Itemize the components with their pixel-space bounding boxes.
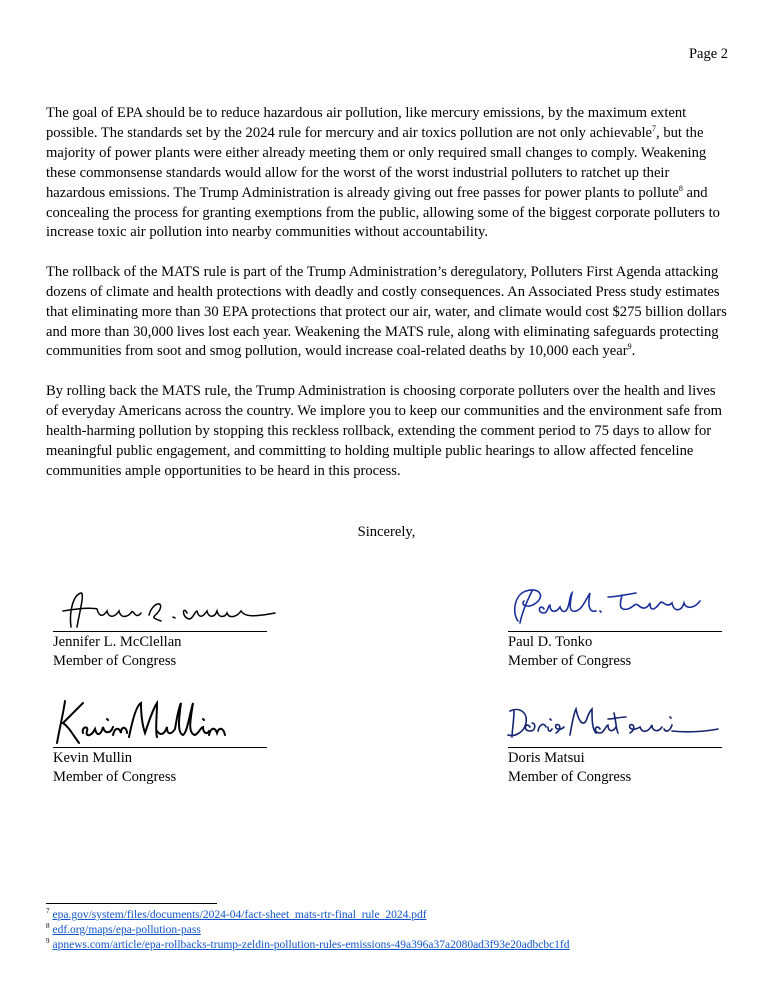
signature-block-matsui (508, 747, 724, 786)
footnote-ref-8: 8 (678, 183, 683, 193)
footnote-rule (46, 903, 217, 904)
footnote-8 (46, 923, 736, 938)
paragraph-3: By rolling back the MATS rule, the Trump Administration is choosing corporate polluters over the health and lives of everyday Americans across the country. We implore you to keep our communities and the environment safe from health-harming pollution by stopping this reckless rollback, extending the comment period to 75 days to allow for meaningful public engagement, and committing to holding multiple public hearings to allow affected fenceline communities ample opportunities to be heard in this process. (46, 382, 723, 479)
paragraph-1-text-b: , but the majority of power plants were either already meeting them or only required small changes to comply. Weakening these commonsense standards would allow for the worst of the worst industrial polluters to ratchet up their hazardous emissions. The Trump Administration is already giving out free passes for power plants to pollute (46, 124, 707, 201)
signature-block-tonko (508, 631, 724, 670)
letter-body (46, 104, 731, 501)
signature-line (53, 747, 267, 748)
signatory-name: Kevin Mullin (53, 750, 133, 766)
footnote-number: 8 (46, 922, 50, 930)
footnote-9-link[interactable]: apnews.com/article/epa-rollbacks-trump-zeldin-pollution-rules-emissions-49a396a37a2080ad3f93e20adbcbc1fd (52, 939, 570, 951)
footnote-8-link[interactable]: edf.org/maps/epa-pollution-pass (52, 924, 201, 936)
footnotes (46, 903, 736, 953)
signatory-title: Member of Congress (508, 652, 632, 669)
paragraph-1-text-c: and concealing the process for granting exemptions from the public, allowing some of the biggest corporate polluters to increase toxic air pollution into nearby communities without accountability. (46, 184, 720, 241)
signature-block-mcclellan (53, 631, 269, 670)
footnote-ref-9: 9 (627, 342, 632, 352)
signature-tonko-image (504, 583, 734, 633)
signatory-name: Doris Matsui (508, 750, 585, 766)
closing: Sincerely, (357, 524, 416, 540)
signatory-title: Member of Congress (53, 652, 177, 669)
footnote-7 (46, 908, 736, 923)
signatory-title: Member of Congress (53, 768, 177, 785)
signature-matsui-image (504, 701, 734, 751)
signature-mullin-image (49, 697, 279, 747)
paragraph-2-text-a: The rollback of the MATS rule is part of the Trump Administration’s deregulatory, Polluters First Agenda attacking dozens of climate and health protections with deadly and costly consequences. An Associated Press study estimates that eliminating more than 30 EPA protections that protect our air, water, and climate would cost $275 billion dollars and more than 30,000 lives lost each year. Weakening the MATS rule, along with eliminating safeguards protecting communities from soot and smog pollution, would increase coal-related deaths by 10,000 each year (46, 263, 727, 360)
signatory-name: Jennifer L. McClellan (53, 634, 182, 650)
signature-block-mullin (53, 747, 269, 786)
signature-mcclellan-image (49, 587, 279, 637)
signatory-title: Member of Congress (508, 768, 632, 785)
paragraph-1-text-a: The goal of EPA should be to reduce hazardous air pollution, like mercury emissions, by the maximum extent possible. The standards set by the 2024 rule for mercury and air toxics pollution are not only achievable (46, 105, 687, 141)
page-number: Page 2 (688, 46, 728, 62)
signatory-name: Paul D. Tonko (508, 634, 593, 650)
paragraph-2-text-b: . (631, 343, 636, 360)
footnote-9 (46, 938, 736, 953)
footnote-ref-7: 7 (652, 123, 657, 133)
paragraph-2 (46, 263, 731, 363)
footnote-7-link[interactable]: epa.gov/system/files/documents/2024-04/fact-sheet_mats-rtr-final_rule_2024.pdf (52, 909, 427, 921)
footnote-number: 7 (46, 907, 50, 915)
paragraph-1 (46, 104, 731, 243)
footnote-number: 9 (46, 937, 50, 945)
